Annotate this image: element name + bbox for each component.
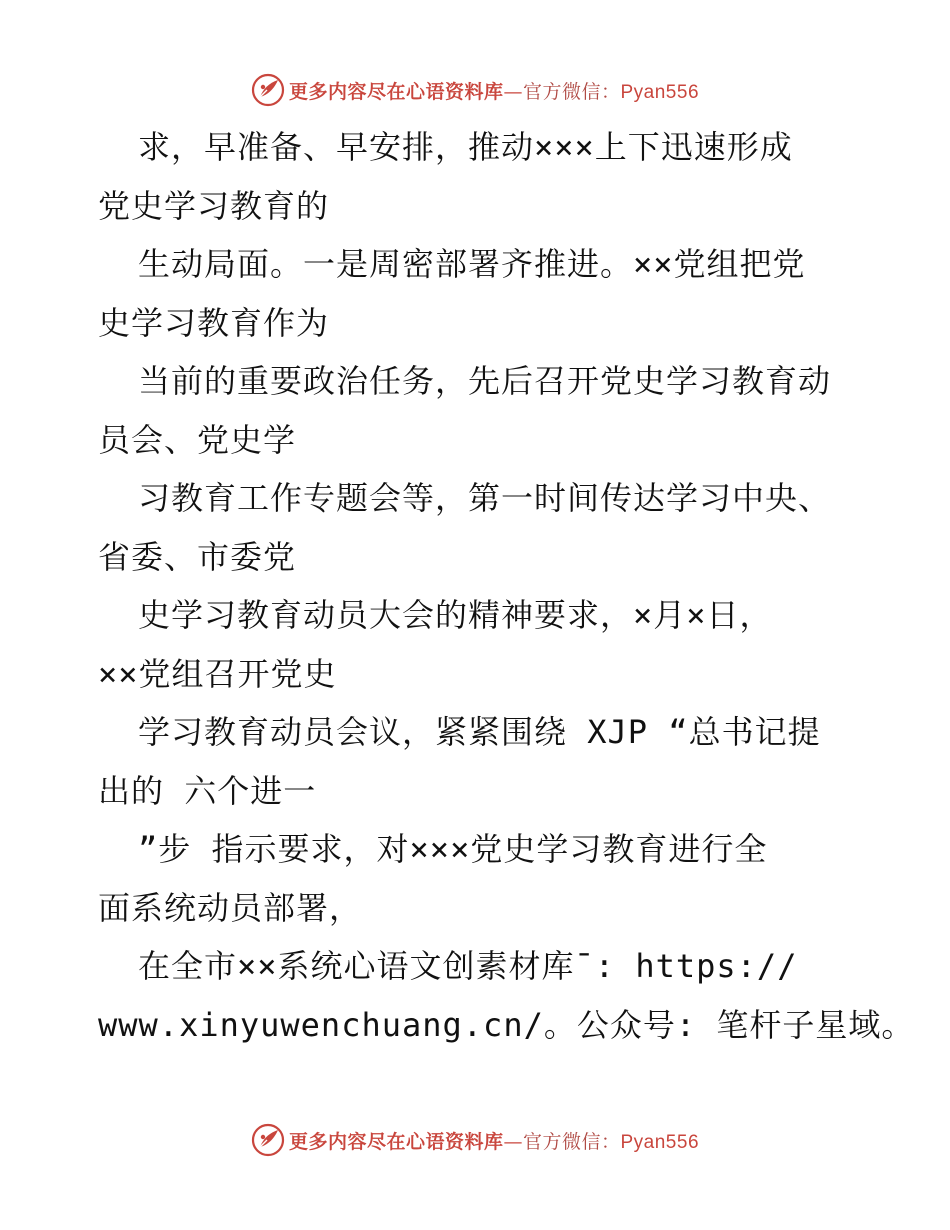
- text-line: 出的 六个进一: [98, 771, 317, 810]
- banner-label: 官方微信：: [522, 80, 621, 103]
- text-line: 省委、市委党: [98, 537, 297, 576]
- banner-dash: —: [503, 1130, 523, 1153]
- text-line: 求，早准备、早安排，推动×××上下迅速形成: [138, 128, 793, 166]
- text-line: 学习教育动员会议，紧紧围绕 XJP “总书记提: [138, 713, 821, 751]
- banner-title: 更多内容尽在心语资料库: [288, 1130, 504, 1153]
- text-line: 史学习教育作为: [98, 303, 330, 342]
- text-line: 员会、党史学: [98, 420, 297, 459]
- footer-banner: [0, 1120, 950, 1160]
- banner-dash: —: [503, 80, 523, 103]
- banner-label: 官方微信：: [522, 1130, 621, 1153]
- body-text: [98, 118, 915, 1054]
- text-line: ”步 指示要求，对×××党史学习教育进行全: [138, 830, 768, 868]
- header-banner: [0, 70, 950, 110]
- banner-line: [289, 77, 699, 104]
- text-line: www.xinyuwenchuang.cn/。公众号: 笔杆子星域。: [98, 1005, 915, 1044]
- footer-banner-content: [251, 1123, 699, 1157]
- text-line: 在全市××系统心语文创素材库¯: https://: [138, 947, 798, 985]
- banner-title: 更多内容尽在心语资料库: [288, 80, 504, 103]
- text-line: ××党组召开党史: [98, 654, 337, 693]
- banner-line: [289, 1127, 699, 1154]
- text-line: 当前的重要政治任务，先后召开党史学习教育动: [138, 362, 832, 400]
- text-line: 史学习教育动员大会的精神要求，×月×日，: [138, 596, 773, 634]
- text-line: 生动局面。一是周密部署齐推进。××党组把党: [138, 245, 806, 283]
- header-banner-content: [251, 73, 699, 107]
- text-line: 党史学习教育的: [98, 186, 330, 225]
- text-line: 面系统动员部署，: [98, 888, 363, 927]
- banner-id: Pyan556: [620, 81, 700, 103]
- banner-id: Pyan556: [620, 1131, 700, 1153]
- quill-logo-icon: [251, 73, 285, 107]
- quill-logo-icon: [251, 1123, 285, 1157]
- text-line: 习教育工作专题会等，第一时间传达学习中央、: [138, 479, 832, 517]
